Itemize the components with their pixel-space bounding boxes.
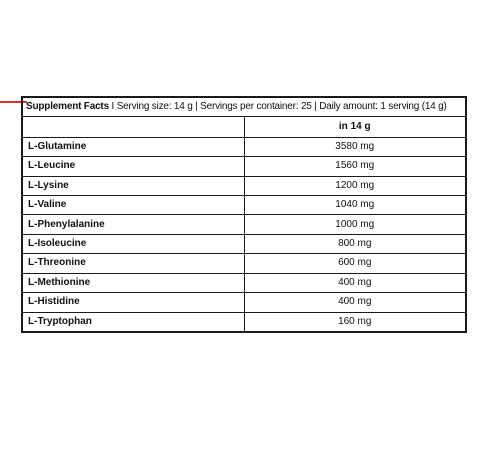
nutrient-name: L-Threonine (22, 254, 244, 273)
nutrient-name: L-Leucine (22, 157, 244, 176)
nutrient-amount: 400 mg (244, 293, 466, 312)
nutrient-amount: 1560 mg (244, 157, 466, 176)
serving-details: Serving size: 14 g | Servings per container: 25 | Daily amount: 1 serving (14 g) (116, 101, 447, 113)
nutrient-amount: 800 mg (244, 234, 466, 253)
table-row (22, 196, 466, 215)
nutrient-name: L-Lysine (22, 176, 244, 195)
supplement-facts-table (21, 96, 467, 333)
table-row (22, 293, 466, 312)
nutrient-amount: 600 mg (244, 254, 466, 273)
header-separator: I (108, 101, 117, 113)
amount-column-header: in 14 g (244, 117, 466, 137)
supplement-facts-header (22, 97, 466, 117)
table-row (22, 234, 466, 253)
table-row (22, 157, 466, 176)
column-header-row (22, 117, 466, 137)
nutrient-column-header (22, 117, 244, 137)
nutrient-amount: 1200 mg (244, 176, 466, 195)
table-row (22, 215, 466, 234)
nutrient-amount: 160 mg (244, 312, 466, 332)
nutrient-amount: 1040 mg (244, 196, 466, 215)
table-row (22, 176, 466, 195)
nutrient-amount: 400 mg (244, 273, 466, 292)
table-header-row (22, 97, 466, 117)
supplement-facts-title: Supplement Facts (26, 101, 109, 113)
table-row (22, 137, 466, 156)
nutrient-name: L-Histidine (22, 293, 244, 312)
nutrient-name: L-Isoleucine (22, 234, 244, 253)
table-row (22, 312, 466, 332)
nutrient-name: L-Methionine (22, 273, 244, 292)
nutrient-name: L-Glutamine (22, 137, 244, 156)
nutrient-amount: 3580 mg (244, 137, 466, 156)
nutrient-name: L-Tryptophan (22, 312, 244, 332)
table-row (22, 254, 466, 273)
nutrient-name: L-Phenylalanine (22, 215, 244, 234)
nutrient-name: L-Valine (22, 196, 244, 215)
table-row (22, 273, 466, 292)
nutrient-amount: 1000 mg (244, 215, 466, 234)
